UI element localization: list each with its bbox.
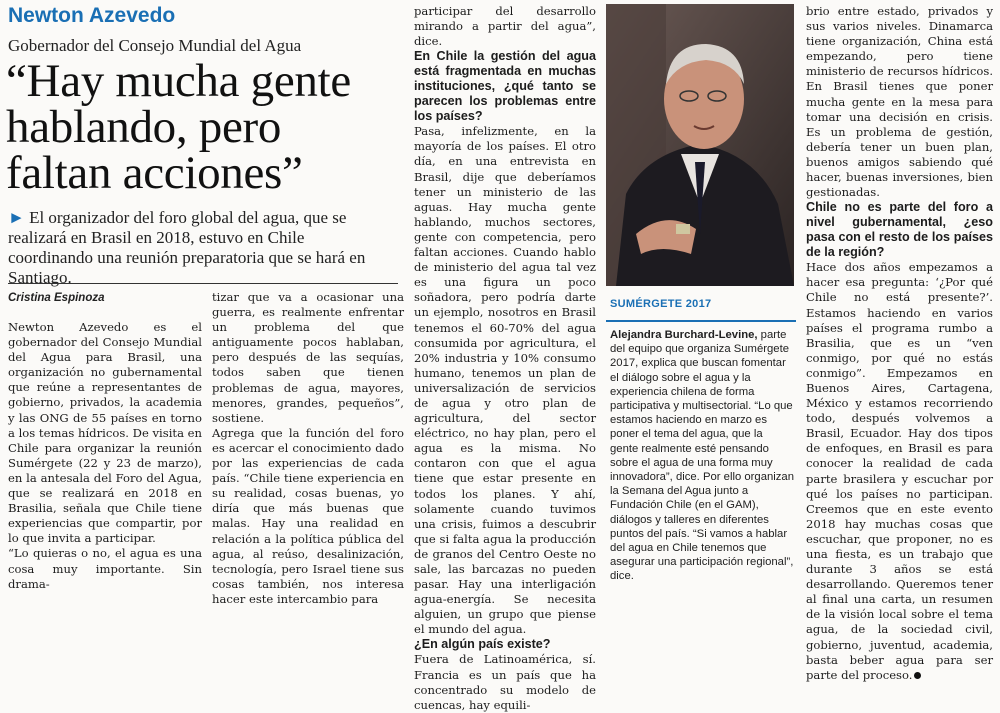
paragraph: tizar que va a ocasionar una guerra, es realmente enfrentar un problema del que antiguamente pocos hablaban, pero después de las sequías, todos saben que tienen problemas de agua, mayores, menores, grandes, pequeños”, sostiene. <box>212 290 404 425</box>
paragraph: brio entre estado, privados y sus varios niveles. Dinamarca tiene organización, China está empezando, pero tiene ministerio de recursos hídricos. En Brasil tienes que poner mucha gente en la mesa para tomar una decisión en crisis. Es un problema de gestión, debería tener un buen plan, buenos amigos sabiendo qué hacer, buenas inversiones, bien gestionadas. <box>806 4 993 200</box>
lede-text: El organizador del foro global del agua, que se realizará en Brasil en 2018, estuvo en Chile coordinando una reunión preparatoria que se hará en Santiago. <box>8 208 366 287</box>
lede <box>8 208 393 288</box>
paragraph: “Lo quieras o no, el agua es una cosa muy importante. Sin drama- <box>8 546 202 591</box>
sidebar-text: parte del equipo que organiza Sumérgete 2017, explica que buscan fomentar el diálogo sobre el agua y la experiencia chilena de forma participativa y multisectorial. “Lo que estamos haciendo en marzo es poner el tema del agua, que la gente realmente esté pensando sobre el agua de una forma muy innovadora”, dice. Por ello organizan la Semana del Agua junto a Fundación Chile (en el GAM), diálogos y talleres en diferentes puntos del país. “Si vamos a hablar del agua en Chile tenemos que asegurar una participación regional”, dice. <box>610 329 794 583</box>
paragraph-text: Hace dos años empezamos a hacer esa pregunta: ‘¿Por qué Chile no está presente?’. Estamos haciendo en varios países el programa rumbo a Brasilia, que es un “ven conmigo, por qué no estás conmigo”. Empezamos en Buenos Aires, Cartagena, México y estamos recorriendo todo, después volvemos a Brasil, Ecuador. Hay dos tipos de enfoques, en Brasil es para conocer la realidad de cada parte brasilera y escuchar por qué los países no participan. Creemos que en este evento 2018 hay muchas cosas que escuchar, que proponer, no es una fiesta, es un trabajo que durante 3 años se está desarrollando. Queremos tener al final una carta, un resumen de la visión local sobre el tema agua, de la sociedad civil, gobierno, juventud, academia, basta beber agua para ser parte del proceso. <box>806 260 993 682</box>
sidebar-name: Alejandra Burchard-Levine, <box>610 329 758 341</box>
portrait-illustration <box>606 4 794 286</box>
end-mark-icon <box>914 672 921 679</box>
interviewee-role: Gobernador del Consejo Mundial del Agua <box>8 36 302 55</box>
divider <box>606 320 796 322</box>
triangle-marker-icon: ► <box>8 208 25 227</box>
article-column-1 <box>8 320 202 592</box>
paragraph <box>806 260 993 683</box>
divider <box>8 283 398 284</box>
article-column-2 <box>212 290 404 607</box>
interview-question: ¿En algún país existe? <box>414 637 551 652</box>
interview-question: Chile no es parte del foro a nivel gubernamental, ¿eso pasa con el resto de los países de la región? <box>806 200 993 260</box>
portrait-photo <box>606 4 794 286</box>
sidebar-title: SUMÉRGETE 2017 <box>610 298 712 310</box>
sidebar-box <box>610 328 794 584</box>
article-column-3 <box>414 4 596 713</box>
interviewee-name: Newton Azevedo <box>8 4 176 27</box>
paragraph: Pasa, infelizmente, en la mayoría de los países. El otro día, en una entrevista en Brasil, dije que deberíamos tener un ministerio de las aguas. Hay mucha gente hablando, muchos sectores, gente con competencia, pero faltan acciones. Cuando hablo de ministerio del agua tal vez es una figura un poco soñadora, pero podría darte un ejemplo, nosotros en Brasil tenemos el 60-70% del agua consumida por agricultura, el 20% industria y 10% consumo humano, tenemos un plan de universalización de servicios de agua y otro plan de agricultura, del sector eléctrico, no hay plan, pero el agua es la misma. No contaron con que el agua tiene que estar presente en todos los planes. Y ahí, solamente cuando tuvimos una crisis, fuimos a descubrir que si falta agua la producción de granos del Centro Oeste no sale, las barcazas no pueden pasar. Hay una interligación agua-energía. Se necesita alguien, un grupo que piense el mundo del agua. <box>414 124 596 637</box>
paragraph: Newton Azevedo es el gobernador del Consejo Mundial del Agua para Brasil, una organización no gubernamental que reúne a representantes de gobierno, privados, la academia y las ONG de 55 países en torno a los temas hídricos. De visita en Chile para organizar la reunión Sumérgete (22 y 23 de marzo), en la antesala del Foro del Agua, que se realizará en 2018 en Brasilia, señala que Chile tiene experiencias que compartir, por lo que invita a participar. <box>8 320 202 546</box>
headline: “Hay mucha gente hablando, pero faltan acciones” <box>6 55 351 199</box>
byline: Cristina Espinoza <box>8 292 105 304</box>
paragraph: Fuera de Latinoamérica, sí. Francia es un país que ha concentrado su modelo de cuencas, hay equili- <box>414 652 596 712</box>
paragraph: Agrega que la función del foro es acercar el conocimiento dado por las experiencias de cada país. “Chile tiene experiencia en su realidad, cosas buenas, yo diría que más buenas que malas. Hay una realidad en relación a la política pública del agua, al reúso, desalinización, tecnología, pero Israel tiene sus cosas también, nos interesa hacer este intercambio para <box>212 425 404 606</box>
interview-question: En Chile la gestión del agua está fragmentada en muchas instituciones, ¿qué tanto se parecen los problemas entre los países? <box>414 49 596 124</box>
paragraph: participar del desarrollo mirando a partir del agua”, dice. <box>414 4 596 49</box>
article-column-4 <box>806 4 993 683</box>
